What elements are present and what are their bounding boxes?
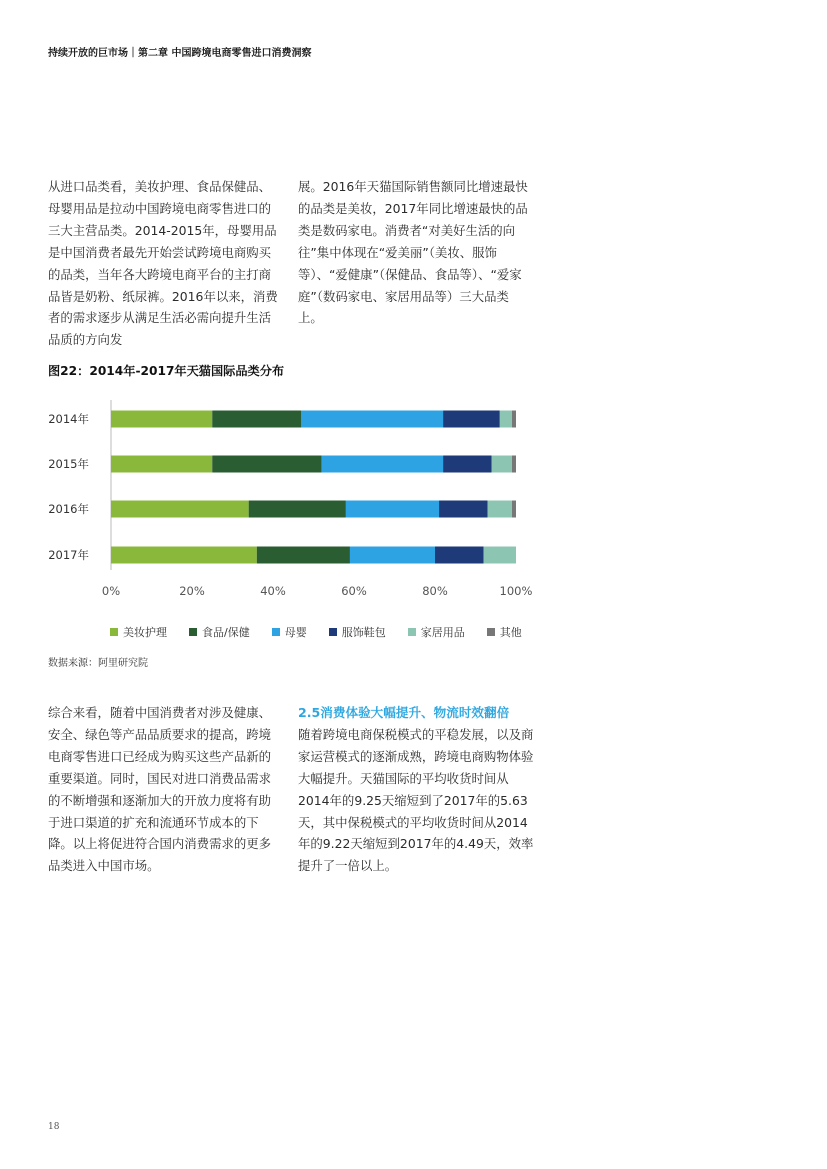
bar-segment — [301, 411, 443, 428]
legend-swatch — [408, 628, 416, 636]
bar-segment — [439, 501, 488, 518]
bar-segment — [111, 456, 212, 473]
bar-segment — [322, 456, 444, 473]
running-header: 持续开放的巨市场｜第二章 中国跨境电商零售进口消费洞察 — [48, 48, 312, 59]
legend-item — [329, 624, 386, 640]
paragraph-text: 随着跨境电商保税模式的平稳发展，以及商家运营模式的逐渐成熟，跨境电商购物体验大幅提升。天猫国际的平均收货时间从2014年的9.25天缩短到了2017年的5.63天，其中保税模式的平均收货时间从2014年的9.22天缩短到2017年的4.49天，效率提升了一倍以上。 — [298, 726, 534, 874]
legend-swatch — [189, 628, 197, 636]
bar-segment — [111, 501, 249, 518]
legend-label: 服饰鞋包 — [341, 626, 386, 639]
x-tick-label: 60% — [341, 584, 367, 598]
legend-swatch — [110, 628, 118, 636]
stacked-bar-chart — [40, 392, 540, 614]
category-label: 2017年 — [48, 548, 89, 562]
legend-swatch — [329, 628, 337, 636]
bar-segment — [111, 547, 257, 564]
bar-segment — [488, 501, 512, 518]
legend-item — [487, 624, 522, 640]
bar-segment — [350, 547, 435, 564]
paragraph-top-left — [48, 176, 278, 351]
page-number: 18 — [48, 1122, 60, 1132]
x-tick-label: 80% — [422, 584, 448, 598]
legend-label: 母婴 — [284, 626, 307, 639]
paragraph-text: 综合来看，随着中国消费者对涉及健康、安全、绿色等产品品质要求的提高，跨境电商零售进口已经成为购买这些产品新的重要渠道。同时，国民对进口消费品需求的不断增强和逐渐加大的开放力度将有助于进口渠道的扩充和流通环节成本的下降。以上将促进符合国内消费需求的更多品类进入中国市场。 — [48, 705, 272, 874]
paragraph-text: 从进口品类看，美妆护理、食品保健品、母婴用品是拉动中国跨境电商零售进口的三大主营品类。2014-2015年，母婴用品是中国消费者最先开始尝试跨境电商购买的品类，当年各大跨境电商平台的主打商品皆是奶粉、纸尿裤。2016年以来，消费者的需求逐步从满足生活必需向提升生活品质的方向发 — [48, 179, 278, 348]
bar-segment — [443, 411, 500, 428]
chart-legend — [110, 624, 522, 640]
bar-segment — [346, 501, 439, 518]
legend-label: 家居用品 — [420, 626, 465, 639]
x-tick-label: 20% — [179, 584, 205, 598]
bar-segment — [435, 547, 484, 564]
bar-segment — [111, 411, 212, 428]
bar-segment — [443, 456, 492, 473]
legend-label: 其他 — [499, 626, 522, 639]
paragraph-text: 展。2016年天猫国际销售额同比增速最快的品类是美妆，2017年同比增速最快的品类是数码家电。消费者“对美好生活的向往”集中体现在“爱美丽”（美妆、服饰等）、“爱健康”（保健品、食品等）、“爱家庭”（数码家电、家居用品等）三大品类上。 — [298, 179, 528, 326]
legend-item — [189, 624, 250, 640]
bar-segment — [212, 411, 301, 428]
legend-label: 美妆护理 — [123, 626, 167, 639]
bar-segment — [512, 456, 516, 473]
paragraph-bottom-left — [48, 702, 280, 877]
bar-segment — [249, 501, 346, 518]
bar-segment — [257, 547, 350, 564]
legend-swatch — [272, 628, 280, 636]
legend-swatch — [487, 628, 495, 636]
x-tick-label: 40% — [260, 584, 286, 598]
x-tick-label: 100% — [499, 584, 533, 598]
paragraph-top-right — [298, 176, 530, 329]
bar-segment — [512, 501, 516, 518]
paragraph-bottom-right — [298, 702, 534, 877]
figure-title: 图22：2014年-2017年天猫国际品类分布 — [48, 364, 285, 378]
legend-item — [408, 624, 465, 640]
legend-item — [110, 624, 167, 640]
x-tick-label: 0% — [101, 584, 121, 598]
bar-segment — [492, 456, 512, 473]
category-label: 2016年 — [48, 502, 89, 516]
bar-segment — [212, 456, 321, 473]
bar-segment — [512, 411, 516, 428]
legend-item — [272, 624, 307, 640]
bar-segment — [500, 411, 512, 428]
bar-segment — [484, 547, 516, 564]
category-label: 2014年 — [48, 412, 89, 426]
data-source: 数据来源：阿里研究院 — [48, 658, 148, 669]
legend-label: 食品/保健 — [202, 626, 250, 639]
section-title: 2.5消费体验大幅提升、物流时效翻倍 — [298, 705, 510, 720]
category-label: 2015年 — [48, 457, 89, 471]
